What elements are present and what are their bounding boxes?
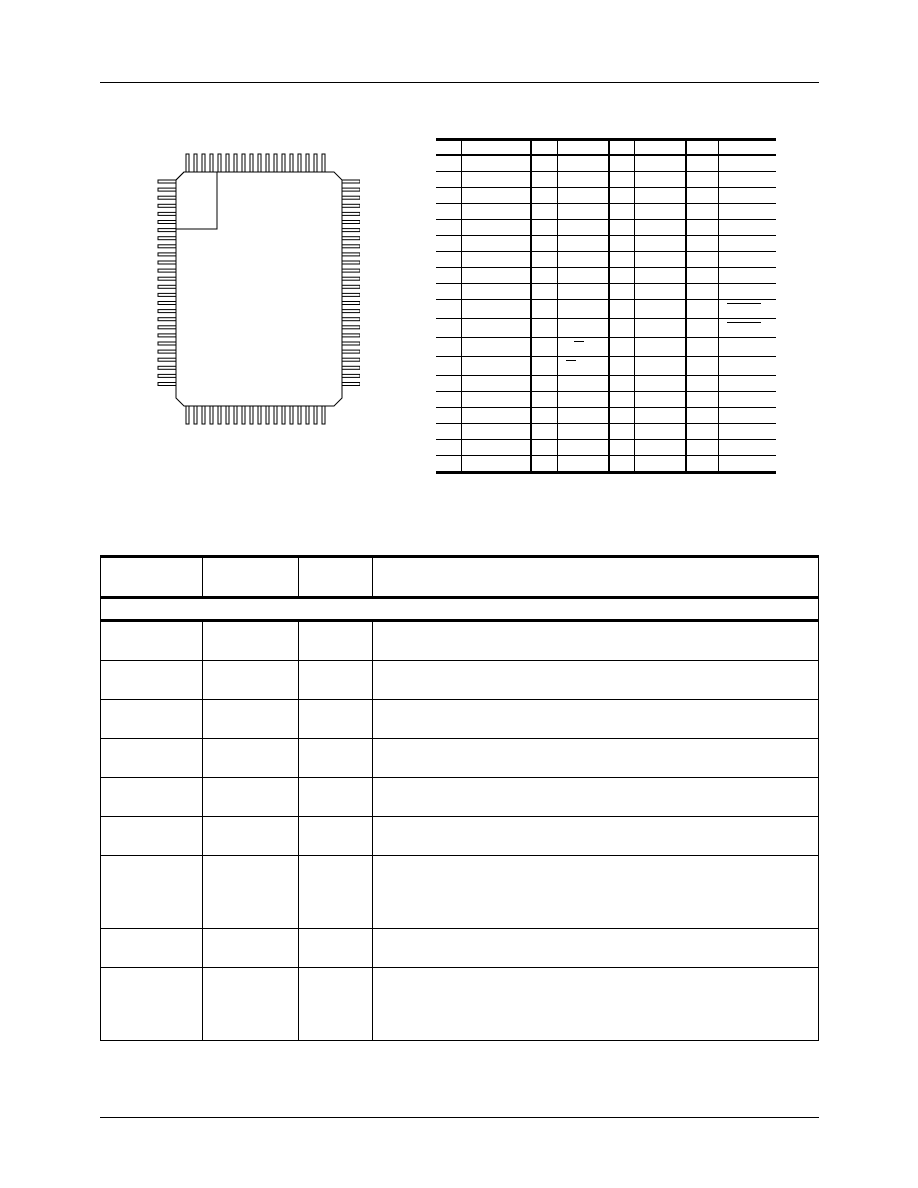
pin-cell [634,392,686,408]
chip-pin-bottom [322,406,325,424]
pin-cell [609,155,634,172]
chip-pin-bottom [298,406,301,424]
pin-cell [609,188,634,204]
pin-cell [609,456,634,473]
pin-cell [686,392,718,408]
pin-cell [609,357,634,376]
pin-cell [531,357,557,376]
pin-cell [686,155,718,172]
pin-cell [436,252,461,268]
pin-cell [461,172,531,188]
chip-pin-bottom [202,406,205,424]
chip-pin-top [266,154,269,172]
pin-cell [609,376,634,392]
chip-pin-left [158,358,176,361]
pin-cell [686,357,718,376]
table-row [436,408,776,424]
pin-cell [634,220,686,236]
pin-cell [557,319,609,338]
pin-cell [634,284,686,300]
table-row [101,661,819,700]
chip-pin-top [258,154,261,172]
pin-cell [531,319,557,338]
pin-cell [557,408,609,424]
chip-pin-bottom [194,406,197,424]
pin-cell [461,284,531,300]
pin-cell [718,284,776,300]
chip-pin-left [158,310,176,313]
pin-cell [686,456,718,473]
chip-pin-left [158,269,176,272]
pin-cell [436,236,461,252]
pin-cell [461,440,531,456]
pin-cell [686,188,718,204]
pin-cell [436,424,461,440]
pin-assignment-table [436,138,776,474]
pin-cell [436,268,461,284]
chip-pin-right [342,229,360,232]
pin-cell [531,252,557,268]
pin-cell [718,357,776,376]
pin-cell [609,172,634,188]
chip-pin-right [342,277,360,280]
pin-cell [609,236,634,252]
pin-cell [686,220,718,236]
pin-cell [461,220,531,236]
pin-cell [531,338,557,357]
pin-cell [531,456,557,473]
pin-cell [557,392,609,408]
pin-cell [634,440,686,456]
table-row [436,440,776,456]
pin-cell [436,357,461,376]
pin-cell [461,408,531,424]
pin-cell [686,252,718,268]
chip-pin-left [158,196,176,199]
pin-cell [609,440,634,456]
pin-cell [634,236,686,252]
pin-cell [686,284,718,300]
chip-pin-left [158,245,176,248]
chip-pin-right [342,188,360,191]
table-row [101,621,819,661]
table-row [436,424,776,440]
table-row [436,338,776,357]
pin-cell [557,155,609,172]
chip-pin-right [342,374,360,377]
chip-pin-right [342,253,360,256]
pin-cell [634,140,686,156]
table-row [101,968,819,1041]
pin-cell [436,172,461,188]
pin-cell [718,392,776,408]
pin-cell [531,392,557,408]
chip-pin-top [274,154,277,172]
pin-cell [609,140,634,156]
header-cell-3 [299,557,373,598]
pin-cell [557,188,609,204]
header-cell-2 [203,557,299,598]
pin-cell [634,252,686,268]
chip-pin-top [210,154,213,172]
pin-cell [609,300,634,319]
pin-cell [718,252,776,268]
pin-cell [609,319,634,338]
pin-cell [686,204,718,220]
description-table-header [101,557,819,598]
chip-pin-right [342,221,360,224]
chip-pin-left [158,350,176,353]
pin-cell [436,284,461,300]
chip-pin-right [342,318,360,321]
pin-cell [557,376,609,392]
chip-pin-bottom [234,406,237,424]
pin-cell [557,338,609,357]
chip-pin-bottom [306,406,309,424]
chip-pin-left [158,334,176,337]
chip-pin-left [158,366,176,369]
chip-pin-top [218,154,221,172]
pin-cell [461,252,531,268]
chip-body-outline [176,172,342,406]
chip-pin-top [322,154,325,172]
chip-pin-top [186,154,189,172]
chip-pin-top [290,154,293,172]
pin-cell [461,268,531,284]
pin-cell [461,188,531,204]
chip-pin-top [194,154,197,172]
pin-cell [634,338,686,357]
pin-table-header [436,140,776,156]
pin-cell [461,424,531,440]
chip-pin-left [158,374,176,377]
pin-cell [557,300,609,319]
table-row [436,252,776,268]
table-row [101,817,819,856]
pin-cell [718,424,776,440]
pin-cell [461,357,531,376]
chip-pin-top [226,154,229,172]
pin-cell [436,155,461,172]
table-row [436,357,776,376]
pin-cell [686,338,718,357]
footer-rule [100,1117,819,1118]
chip-pin-top [234,154,237,172]
pin-cell [557,456,609,473]
chip-pin-left [158,188,176,191]
chip-pin-top [298,154,301,172]
chip-pin-bottom [290,406,293,424]
pin-cell [461,236,531,252]
pin-cell [531,220,557,236]
pin-table-body [436,140,776,473]
pin-cell [686,236,718,252]
pin-cell [609,268,634,284]
chip-pin-left [158,212,176,215]
chip-pin-right [342,285,360,288]
chip-pin-left [158,326,176,329]
pin-cell [686,424,718,440]
pin-cell [634,456,686,473]
pin-cell [531,440,557,456]
table-row [436,155,776,172]
table-row [436,220,776,236]
chip-pin-left [158,180,176,183]
pin-cell [609,392,634,408]
pin-cell [634,319,686,338]
header-cell-4 [373,557,819,598]
pin-cell [634,172,686,188]
pin-cell [531,204,557,220]
pin-cell [531,408,557,424]
pin-cell [686,319,718,338]
chip-pin-bottom [218,406,221,424]
pin-cell [461,319,531,338]
pin-cell [634,204,686,220]
pin-cell [718,300,776,319]
table-row [101,856,819,929]
header-rule [100,82,819,83]
chip-pin-left [158,302,176,305]
pin-cell [686,300,718,319]
pin-cell [557,172,609,188]
chip-package-diagram [150,148,360,438]
description-section-row [101,598,819,621]
pin-cell [531,300,557,319]
table-row [101,778,819,817]
chip-pin-right [342,342,360,345]
pin-cell [557,236,609,252]
pin-cell [436,456,461,473]
pin-cell [634,188,686,204]
chip-pin-right [342,180,360,183]
pin-cell [436,408,461,424]
table-row [436,456,776,473]
pin-cell [461,392,531,408]
active-low-overline [566,360,576,361]
pin-cell [718,172,776,188]
chip-pin-top [314,154,317,172]
pin-cell [686,408,718,424]
pin-cell [531,284,557,300]
pin-cell [436,188,461,204]
chip-pin-bottom [186,406,189,424]
chip-pin-right [342,326,360,329]
table-row [436,204,776,220]
pin-cell [436,140,461,156]
pin-cell [531,155,557,172]
pin-cell [718,140,776,156]
table-row [101,700,819,739]
pin-cell [436,319,461,338]
pin-cell [557,357,609,376]
pin-cell [436,338,461,357]
chip-pin-right [342,310,360,313]
table-row [436,392,776,408]
chip-pin-right [342,269,360,272]
pin-cell [718,376,776,392]
pin-cell [634,268,686,284]
pin-cell [686,268,718,284]
pin-cell [634,300,686,319]
chip-pin-left [158,221,176,224]
chip-pin-right [342,302,360,305]
chip-pin-left [158,237,176,240]
pin-cell [609,284,634,300]
pin-cell [531,140,557,156]
chip-pin-bottom [282,406,285,424]
pin-cell [531,424,557,440]
active-low-overline [727,322,761,323]
pin-cell [461,155,531,172]
header-cell-1 [101,557,203,598]
chip-pin-right [342,366,360,369]
pin-cell [718,338,776,357]
table-row [101,929,819,968]
pin-cell [461,376,531,392]
chip-pin-bottom [274,406,277,424]
pin-cell [531,268,557,284]
pin-cell [557,268,609,284]
chip-pin-right [342,245,360,248]
chip-pin-left [158,204,176,207]
pin-cell [531,376,557,392]
chip-pin-right [342,334,360,337]
table-row [436,268,776,284]
chip-pin-left [158,285,176,288]
pin-cell [609,220,634,236]
chip-pin-left [158,277,176,280]
table-row [436,284,776,300]
pin-cell [718,268,776,284]
table-row [436,236,776,252]
pin-cell [557,140,609,156]
chip-pin-right [342,196,360,199]
chip-pin-right [342,212,360,215]
chip-pin-top [250,154,253,172]
pin-cell [634,376,686,392]
pin-cell [436,376,461,392]
pin-cell [461,204,531,220]
pin-cell [436,440,461,456]
pin-cell [718,319,776,338]
chip-pin-top [282,154,285,172]
chip-pin-left [158,342,176,345]
pin-cell [634,357,686,376]
pin-cell [557,284,609,300]
chip-pin-right [342,350,360,353]
pin-cell [531,188,557,204]
pin-cell [686,140,718,156]
pin-cell [634,155,686,172]
pin-cell [609,252,634,268]
chip-pin-left [158,229,176,232]
pin-cell [718,188,776,204]
pin-cell [531,172,557,188]
chip-pin-right [342,358,360,361]
chip-pin-bottom [314,406,317,424]
chip-pin-right [342,293,360,296]
chip-pin-left [158,261,176,264]
table-row [101,739,819,778]
table-row [436,188,776,204]
chip-pin-right [342,237,360,240]
chip-pin-left [158,383,176,386]
table-row [436,300,776,319]
chip-pin-bottom [226,406,229,424]
pin-cell [686,440,718,456]
chip-pin-top [306,154,309,172]
pin-cell [557,220,609,236]
pin-cell [609,424,634,440]
pin-cell [686,376,718,392]
chip-pin-left [158,318,176,321]
pin-cell [686,172,718,188]
pin-cell [634,424,686,440]
pin-cell [718,155,776,172]
chip-pin-bottom [242,406,245,424]
pin-cell [609,338,634,357]
table-row [436,319,776,338]
pin-cell [609,204,634,220]
pin-cell [461,300,531,319]
pin-cell [718,220,776,236]
pin-cell [718,236,776,252]
chip-pin-left [158,253,176,256]
section-cell [101,598,819,621]
pin-cell [718,204,776,220]
pin-cell [436,300,461,319]
pin-cell [718,440,776,456]
pin-cell [718,456,776,473]
pin-cell [718,408,776,424]
pin-cell [436,220,461,236]
pin-cell [436,392,461,408]
table-row [436,172,776,188]
pin-cell [557,424,609,440]
chip-pin-top [202,154,205,172]
active-low-overline [727,303,761,304]
pin-cell [531,236,557,252]
pin-cell [557,204,609,220]
pin-cell [461,140,531,156]
pin-cell [634,408,686,424]
chip-pin-bottom [210,406,213,424]
chip-pin-bottom [250,406,253,424]
pin-cell [609,408,634,424]
pin-cell [557,440,609,456]
chip-pin-left [158,293,176,296]
pin-cell [557,252,609,268]
chip-pin-bottom [266,406,269,424]
active-low-overline [574,341,584,342]
pin-cell [461,456,531,473]
pin-cell [461,338,531,357]
chip-pin-bottom [258,406,261,424]
chip-pin-right [342,383,360,386]
chip-pin-top [242,154,245,172]
chip-pin-right [342,204,360,207]
pin-description-table [100,555,819,1041]
pin-cell [436,204,461,220]
table-row [436,376,776,392]
chip-pin-right [342,261,360,264]
